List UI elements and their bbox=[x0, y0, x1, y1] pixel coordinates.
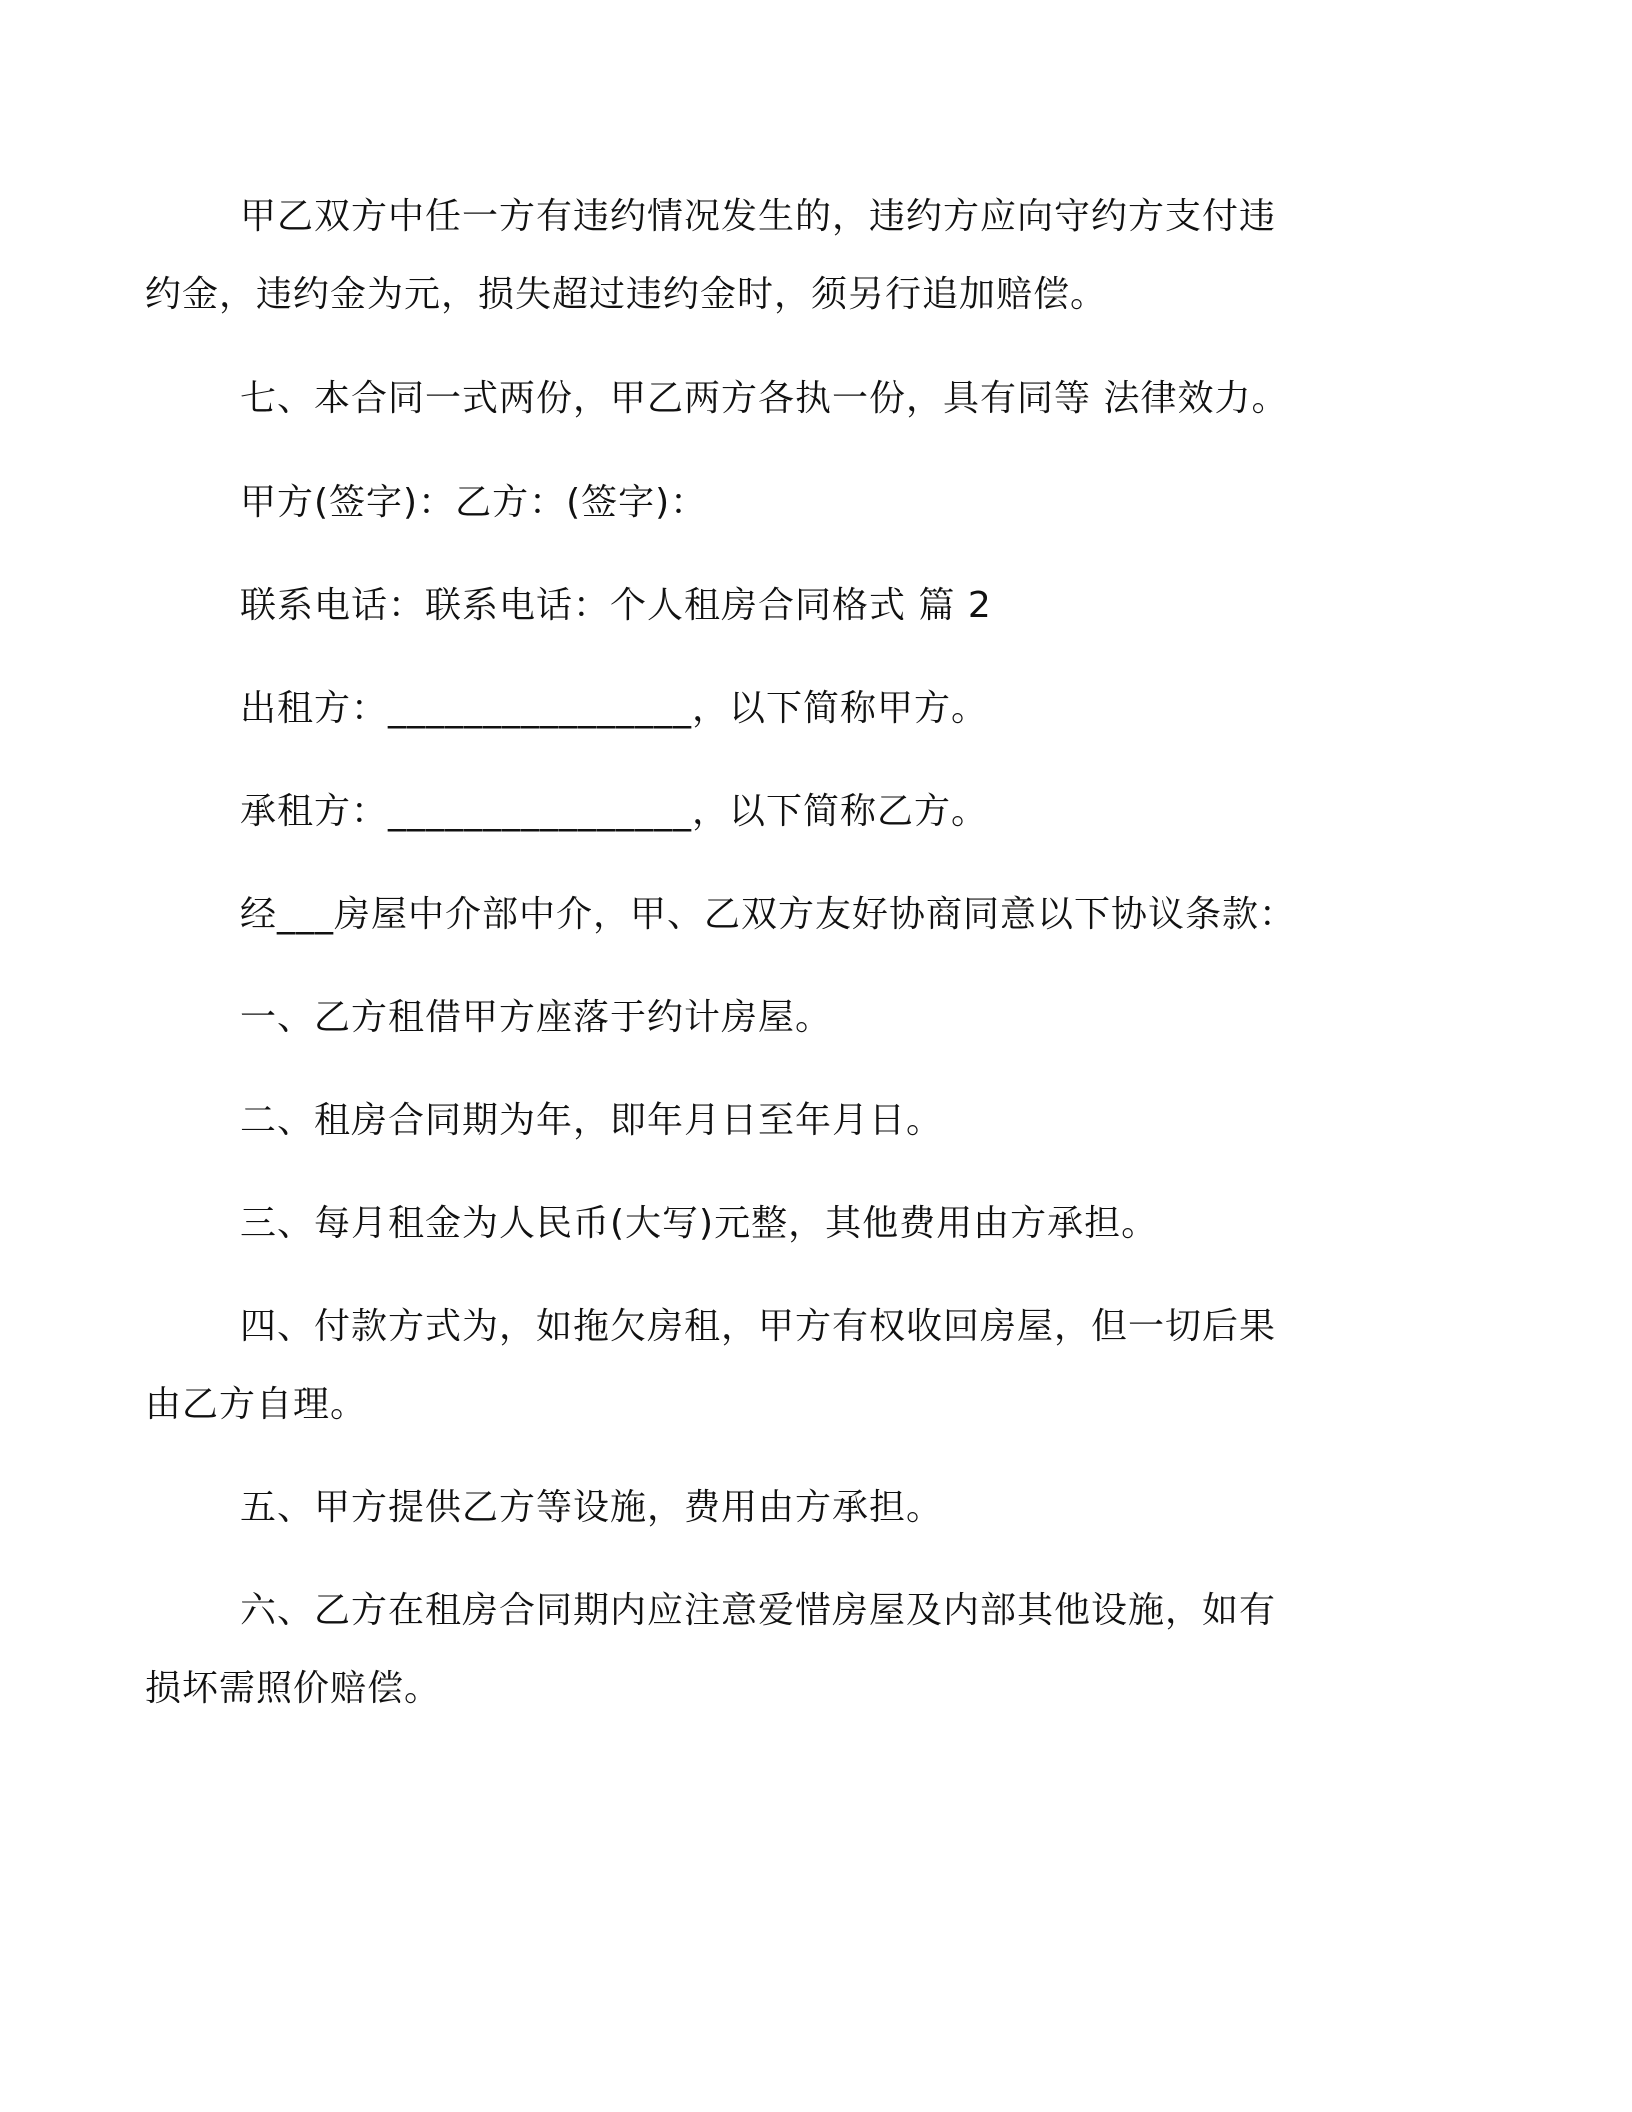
paragraph-clause-2 bbox=[240, 1082, 1380, 1160]
paragraph-clause-6 bbox=[145, 1572, 1380, 1728]
paragraph-contact-phone bbox=[240, 567, 1380, 645]
paragraph-lessee bbox=[240, 773, 1380, 851]
paragraph-clause-4 bbox=[145, 1288, 1380, 1444]
paragraph-line: 甲乙双方中任一方有违约情况发生的，违约方应向守约方支付违 bbox=[240, 196, 1277, 237]
paragraph-agency bbox=[240, 876, 1380, 954]
paragraph-line: 七、本合同一式两份，甲乙两方各执一份，具有同等 法律效力。 bbox=[240, 378, 1289, 419]
paragraph-line: 由乙方自理。 bbox=[145, 1384, 368, 1425]
paragraph-line: 约金，违约金为元，损失超过违约金时，须另行追加赔偿。 bbox=[145, 274, 1108, 315]
paragraph-clause-1 bbox=[240, 979, 1380, 1057]
paragraph-line: 一、乙方租借甲方座落于约计房屋。 bbox=[240, 997, 833, 1038]
paragraph-line: 三、每月租金为人民币(大写)元整，其他费用由方承担。 bbox=[240, 1203, 1159, 1244]
paragraph-clause-3 bbox=[240, 1185, 1380, 1263]
paragraph-line: 五、甲方提供乙方等设施，费用由方承担。 bbox=[240, 1487, 944, 1528]
paragraph-breach-penalty bbox=[145, 178, 1380, 334]
paragraph-line: 联系电话：联系电话：个人租房合同格式 篇 2 bbox=[240, 585, 992, 626]
paragraph-signatures bbox=[240, 464, 1380, 542]
paragraph-line: 承租方：________________，以下简称乙方。 bbox=[240, 791, 989, 832]
paragraph-line: 四、付款方式为，如拖欠房租，甲方有权收回房屋，但一切后果 bbox=[240, 1306, 1277, 1347]
paragraph-clause-7 bbox=[240, 360, 1380, 438]
paragraph-line: 损坏需照价赔偿。 bbox=[145, 1668, 442, 1709]
paragraph-lessor bbox=[240, 670, 1380, 748]
paragraph-clause-5 bbox=[240, 1469, 1380, 1547]
paragraph-line: 二、租房合同期为年，即年月日至年月日。 bbox=[240, 1100, 944, 1141]
paragraph-line: 六、乙方在租房合同期内应注意爱惜房屋及内部其他设施，如有 bbox=[240, 1590, 1277, 1631]
paragraph-line: 经___房屋中介部中介，甲、乙双方友好协商同意以下协议条款： bbox=[240, 894, 1297, 935]
paragraph-line: 甲方(签字)：乙方：(签字)： bbox=[240, 482, 708, 523]
paragraph-line: 出租方：________________，以下简称甲方。 bbox=[240, 688, 989, 729]
